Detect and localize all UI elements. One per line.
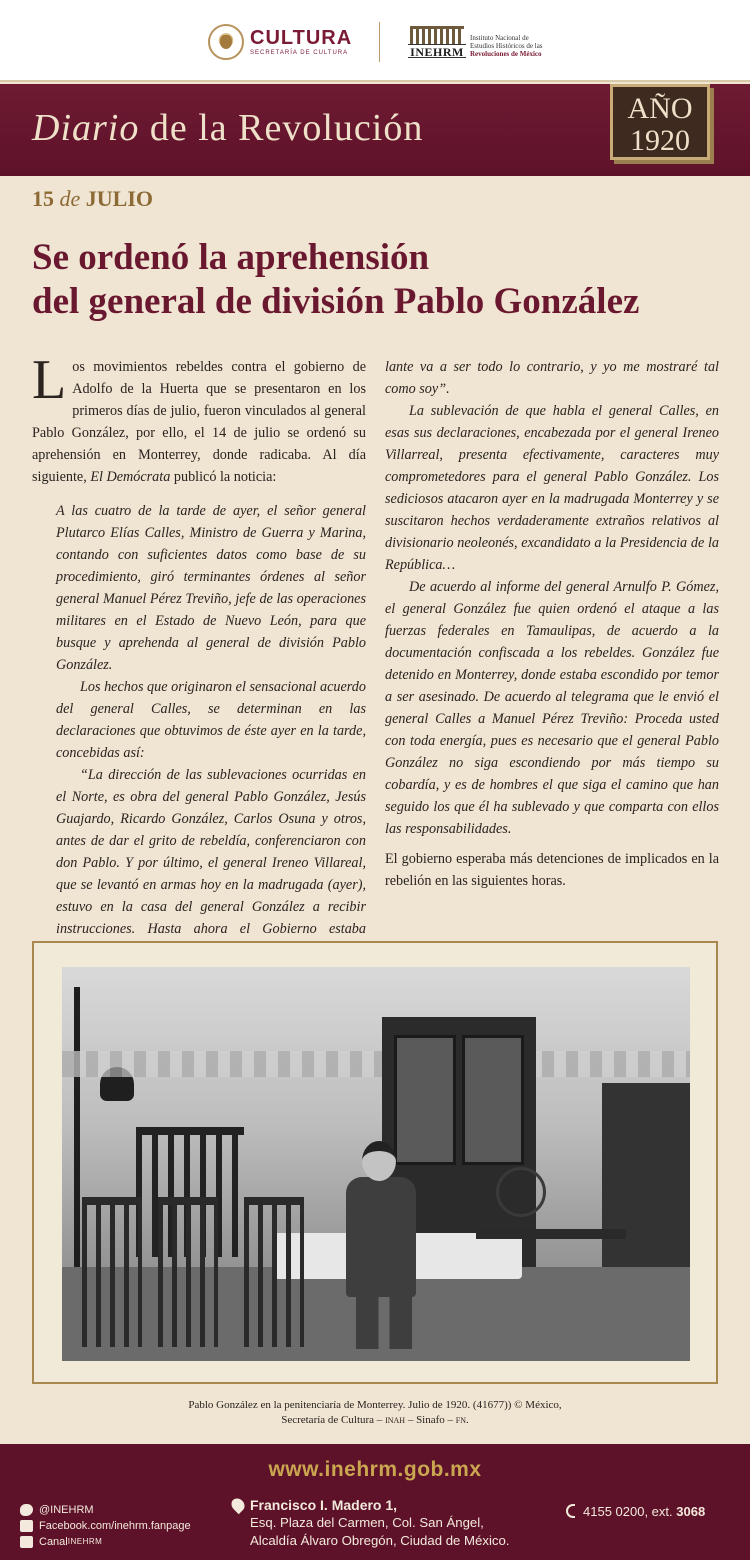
facebook-link[interactable]: Facebook.com/inehrm.fanpage (20, 1518, 191, 1534)
historic-photo (62, 967, 690, 1361)
facebook-icon (20, 1520, 33, 1532)
inehrm-logo[interactable] (408, 24, 600, 58)
year-badge (610, 84, 710, 160)
inehrm-building-icon (408, 24, 466, 58)
cultura-subtitle: SECRETARÍA DE CULTURA (250, 50, 349, 56)
twitter-icon (20, 1504, 33, 1516)
intro-paragraph: Los movimientos rebeldes contra el gobierno de Adolfo de la Huerta que se presentaron en los primeros días de julio, fueron vinculados al general Pablo González, por ello, el 14 de julio se ordenó su aprehensión en Monterrey, donde radicaba. Al día siguiente, El Demócrata publicó la noticia: (32, 349, 366, 485)
twitter-link[interactable]: @INEHRM (20, 1502, 191, 1518)
seal-icon (208, 24, 244, 60)
logo-divider (379, 22, 380, 62)
quote-paragraph: A las cuatro de la tarde de ayer, el señor general Plutarco Elías Calles, Ministro de Guerra y Marina, contando con suficientes datos como base de su procedimiento, giró terminantes órdenes al señor general Manuel Pérez Treviño, jefe de las operaciones militares en el Estado de Nuevo León, para que busque y aprehenda al general de división Pablo González. (56, 503, 366, 673)
cultura-word: CULTURA (250, 27, 353, 49)
quote-paragraph: “La dirección de las sublevaciones ocurridas en el Norte, es obra del general Pablo González, Jesús Guajardo, Ricardo González, Carlos Osuna y otros, antes de dar el grito de rebeldía, conferenciaron con don Pablo. Y por último, el general Ireneo Villareal, que se levantó en armas hoy en la madrugada (ayer), estuvo en la casa del general González a recibir instrucciones. Hasta ahora el Gobierno estaba (56, 767, 366, 937)
inehrm-name: Instituto Nacional de Estudios Históricos de las Revoluciones de México (470, 34, 543, 58)
photo-caption: Pablo González en la penitenciaría de Monterrey. Julio de 1920. (41677)) © México, Secretaría de Cultura – inah – Sinafo – fn. (188, 1399, 562, 1426)
closing-paragraph: El gobierno esperaba más detenciones de implicados en la rebelión en las siguientes horas. (385, 851, 719, 889)
article-date: 15 de JULIO (32, 186, 154, 211)
cultura-logo[interactable] (208, 22, 352, 62)
location-pin-icon (229, 1496, 247, 1514)
logo-bar (0, 0, 750, 82)
youtube-link[interactable]: Canal INEHRM (20, 1534, 191, 1550)
youtube-icon (20, 1536, 33, 1548)
phone-icon (566, 1504, 575, 1518)
website-link[interactable]: www.inehrm.gob.mx (268, 1458, 482, 1481)
article-column-right (385, 356, 719, 892)
headline: Se ordenó la aprehensión del general de división Pablo González (32, 237, 640, 322)
footer (0, 1444, 750, 1560)
address: Francisco I. Madero 1, Esq. Plaza del Carmen, Col. San Ángel, Alcaldía Álvaro Obregón, Ciudad de México. (250, 1496, 510, 1550)
year-value: 1920 (630, 124, 690, 157)
social-links (20, 1502, 191, 1550)
article-column-left (32, 349, 366, 984)
masthead-title: Diario de la Revolución (32, 107, 424, 149)
inehrm-acronym: INEHRM (408, 44, 466, 58)
photo-frame (32, 941, 718, 1384)
quote-paragraph: De acuerdo al informe del general Arnulfo P. Gómez, el general González fue quien ordenó el ataque a las fuerzas federales en Tamaulipas, de acuerdo a la documentación confiscada a los rebeldes. González fue detenido en Monterrey, donde estaba escondido por temor a ser asesinado. De acuerdo al telegrama que le envió el general Calles a Manuel Pérez Treviño: Proceda usted con toda energía, pues es necesario que el general Pablo González no siga escondiendo por más tiempo su cobardía, y es de hombres el que siga el camino que han seguido los que él ha sublevado y que comparta con ellos las responsabilidades. (385, 579, 719, 837)
year-label: AÑO (627, 92, 693, 125)
dropcap: L (32, 349, 67, 411)
quote-paragraph: Los hechos que originaron el sensacional acuerdo del general Calles, se determinan en las declaraciones que obtuvimos de éste ayer en la tarde, concebidas así: (56, 679, 366, 761)
quote-paragraph: La sublevación de que habla el general Calles, en esas sus declaraciones, encabezada por el general Ireneo Villarreal, presenta efectivamente, caracteres muy comprometedores para el general Pablo González. Los sediciosos atacaron ayer en la madrugada Monterrey y se suscitaron hechos verdaderamente extraños relativos al divisionario neoleonés, excandidato a la Presidencia de la República… (385, 403, 719, 573)
phone[interactable]: 4155 0200, ext. 3068 (566, 1504, 705, 1519)
quote-continuation: lante va a ser todo lo contrario, y yo me mostraré tal como soy”. (385, 359, 719, 397)
